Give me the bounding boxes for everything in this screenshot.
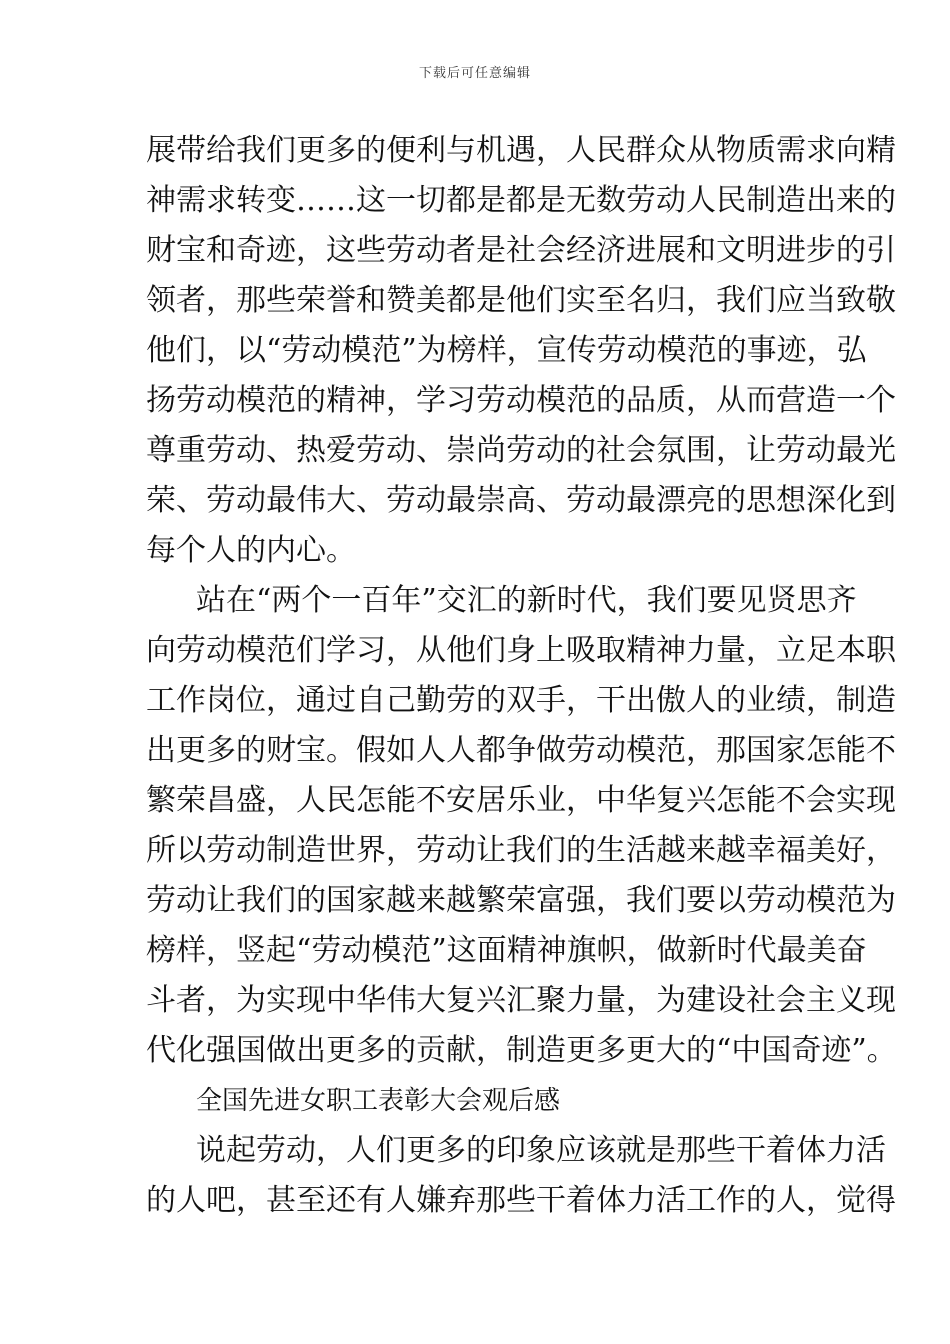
text-line: 出更多的财宝。假如人人都争做劳动模范，那国家怎能不	[146, 733, 896, 768]
text-line: 每个人的内心。	[146, 533, 356, 568]
text-line: 代化强国做出更多的贡献，制造更多更大的“中国奇迹”。	[146, 1033, 897, 1068]
text-line: 神需求转变……这一切都是都是无数劳动人民制造出来的	[146, 183, 896, 218]
text-line: 领者，那些荣誉和赞美都是他们实至名归，我们应当致敬	[146, 283, 896, 318]
text-line: 向劳动模范们学习，从他们身上吸取精神力量，立足本职	[146, 633, 896, 668]
text-line: 所以劳动制造世界，劳动让我们的生活越来越幸福美好，	[146, 833, 896, 868]
text-line: 荣、劳动最伟大、劳动最崇高、劳动最漂亮的思想深化到	[146, 483, 896, 518]
paragraph-start-line: 说起劳动，人们更多的印象应该就是那些干着体力活	[196, 1133, 886, 1168]
text-line: 扬劳动模范的精神，学习劳动模范的品质，从而营造一个	[146, 383, 896, 418]
page-header: 下载后可任意编辑	[418, 66, 531, 81]
text-line: 财宝和奇迹，这些劳动者是社会经济进展和文明进步的引	[146, 233, 896, 268]
text-line: 榜样，竖起“劳动模范”这面精神旗帜，做新时代最美奋	[146, 933, 867, 968]
text-line: 他们，以“劳动模范”为榜样，宣传劳动模范的事迹，弘	[146, 333, 867, 368]
text-line: 展带给我们更多的便利与机遇，人民群众从物质需求向精	[146, 133, 896, 168]
text-line: 繁荣昌盛，人民怎能不安居乐业，中华复兴怎能不会实现	[146, 783, 896, 818]
text-line: 的人吧，甚至还有人嫌弃那些干着体力活工作的人，觉得	[146, 1183, 896, 1218]
text-line: 劳动让我们的国家越来越繁荣富强，我们要以劳动模范为	[146, 883, 896, 918]
text-line: 斗者，为实现中华伟大复兴汇聚力量，为建设社会主义现	[146, 983, 896, 1018]
text-line: 工作岗位，通过自己勤劳的双手，干出傲人的业绩，制造	[146, 683, 896, 718]
section-heading: 全国先进女职工表彰大会观后感	[196, 1086, 561, 1116]
document-body	[146, 126, 897, 1226]
text-line: 尊重劳动、热爱劳动、崇尚劳动的社会氛围，让劳动最光	[146, 433, 896, 468]
paragraph-start-line: 站在“两个一百年”交汇的新时代，我们要见贤思齐	[196, 583, 857, 618]
